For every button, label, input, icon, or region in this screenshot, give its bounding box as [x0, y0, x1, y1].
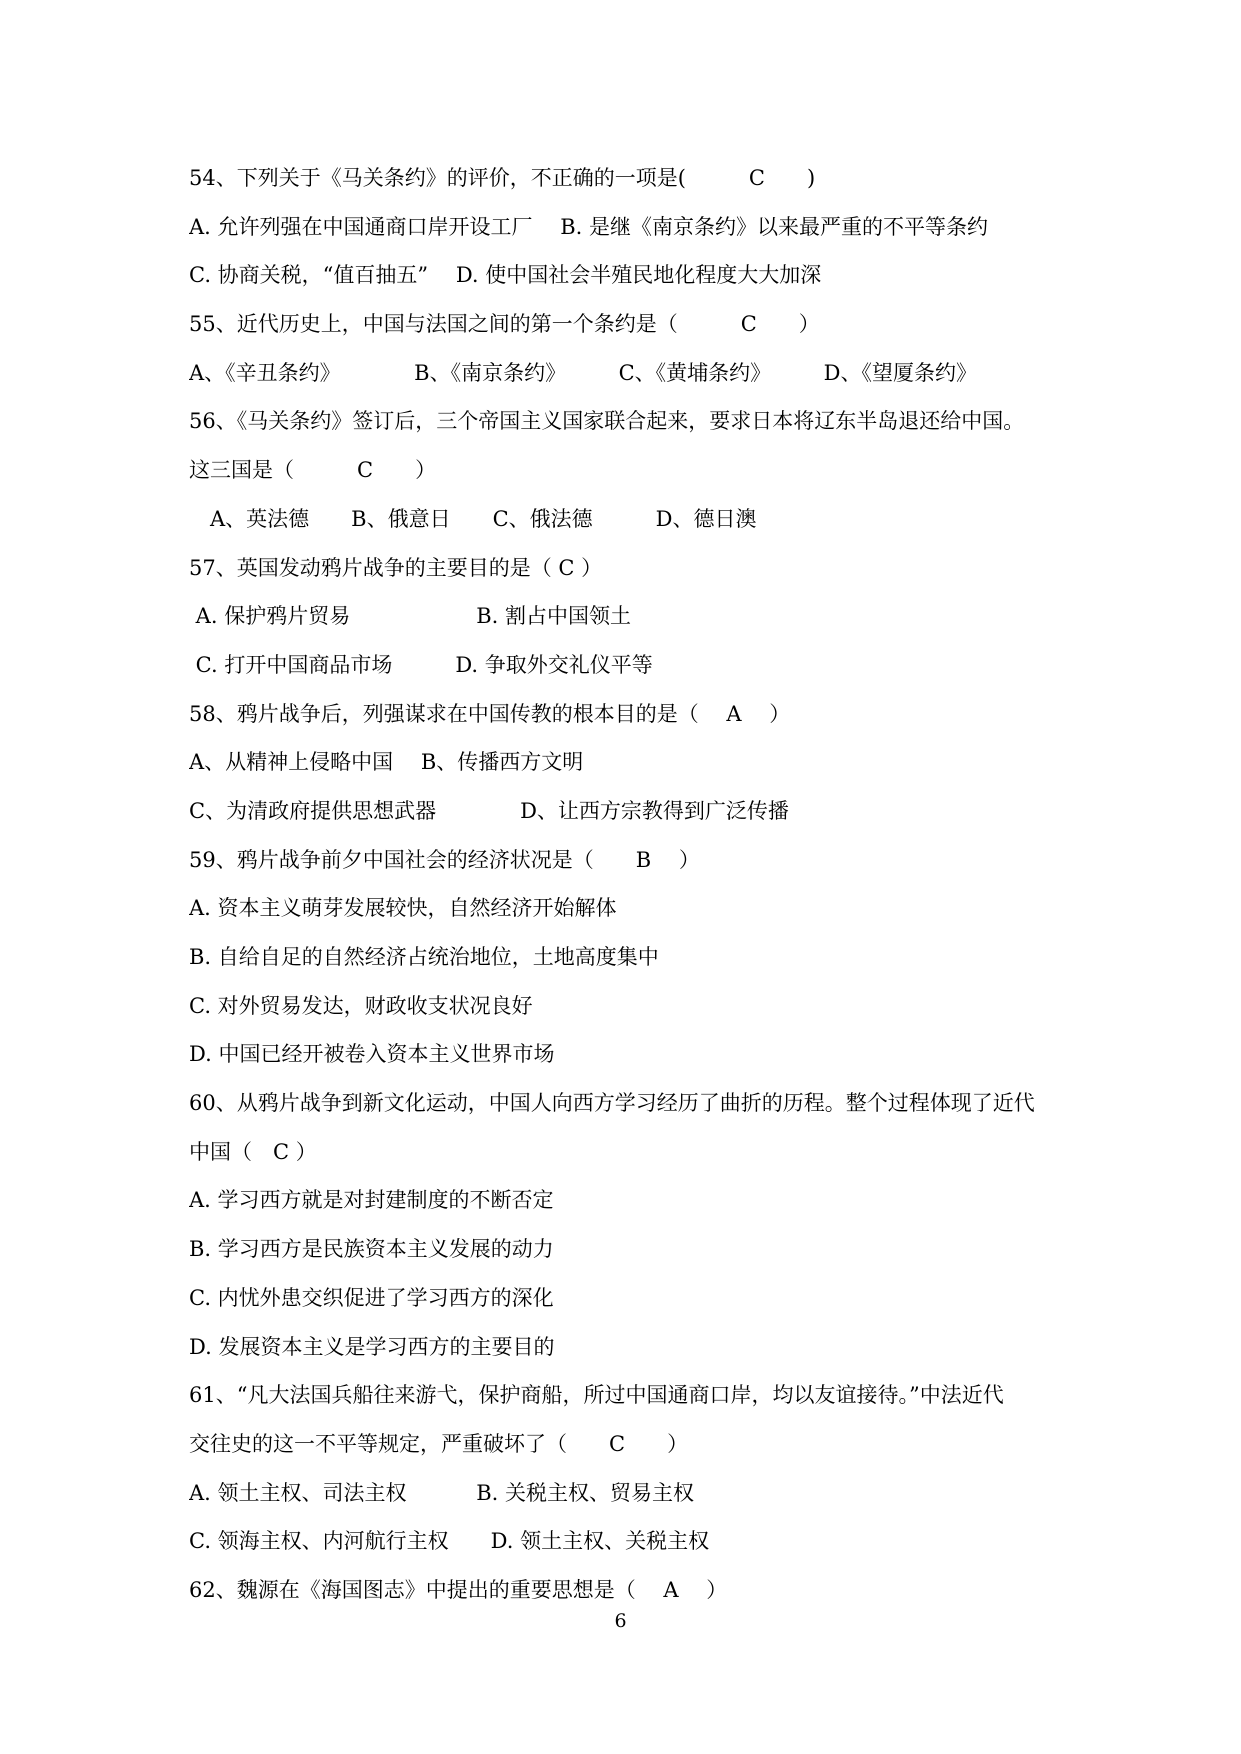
text-line: C、为清政府提供思想武器 D、让西方宗教得到广泛传播 [189, 798, 789, 823]
text-line: A、英法德 B、俄意日 C、俄法德 D、德日澳 [189, 506, 757, 531]
text-line: C. 领海主权、内河航行主权 D. 领土主权、关税主权 [189, 1529, 710, 1554]
text-line: 这三国是（ C ） [189, 458, 437, 483]
text-line: 交往史的这一不平等规定，严重破坏了（ C ） [189, 1431, 689, 1456]
text-line: 61、“凡大法国兵船往来游弋，保护商船，所过中国通商口岸，均以友谊接待。”中法近代 [189, 1383, 1004, 1408]
text-line: A. 保护鸦片贸易 B. 割占中国领土 [189, 604, 631, 629]
text-line: 60、从鸦片战争到新文化运动，中国人向西方学习经历了曲折的历程。整个过程体现了近代 [189, 1091, 1035, 1116]
text-line: A. 领土主权、司法主权 B. 关税主权、贸易主权 [189, 1480, 694, 1505]
text-line: C. 对外贸易发达，财政收支状况良好 [189, 993, 533, 1018]
text-line: 54、下列关于《马关条约》的评价，不正确的一项是( C ) [189, 166, 816, 190]
text-line: 56、《马关条约》签订后，三个帝国主义国家联合起来，要求日本将辽东半岛退还给中国。 [189, 409, 1025, 434]
text-line: C. 内忧外患交织促进了学习西方的深化 [189, 1285, 554, 1310]
text-line: A、《辛丑条约》 B、《南京条约》 C、《黄埔条约》 D、《望厦条约》 [189, 360, 977, 385]
text-line: 58、鸦片战争后，列强谋求在中国传教的根本目的是（ A ） [189, 701, 791, 726]
text-line: 55、近代历史上，中国与法国之间的第一个条约是（ C ） [189, 312, 820, 337]
text-line: C. 协商关税，“值百抽五” D. 使中国社会半殖民地化程度大大加深 [189, 263, 822, 288]
text-line: A. 允许列强在中国通商口岸开设工厂 B. 是继《南京条约》以来最严重的不平等条约 [189, 214, 988, 239]
text-line: 中国（ C ） [189, 1139, 317, 1164]
text-line: A、从精神上侵略中国 B、传播西方文明 [189, 750, 584, 775]
page-number: 6 [614, 1610, 627, 1632]
text-line: B. 自给自足的自然经济占统治地位，土地高度集中 [189, 945, 659, 969]
text-line: B. 学习西方是民族资本主义发展的动力 [189, 1237, 554, 1262]
text-line: D. 发展资本主义是学习西方的主要目的 [189, 1334, 555, 1359]
text-line: 57、英国发动鸦片战争的主要目的是（ C ） [189, 555, 603, 580]
text-line: D. 中国已经开被卷入资本主义世界市场 [189, 1042, 555, 1067]
text-line: A. 学习西方就是对封建制度的不断否定 [189, 1188, 554, 1213]
text-line: A. 资本主义萌芽发展较快，自然经济开始解体 [189, 896, 617, 921]
question-lines [189, 154, 1069, 1615]
text-line: 62、魏源在《海国图志》中提出的重要思想是（ A ） [189, 1577, 728, 1602]
text-line: C. 打开中国商品市场 D. 争取外交礼仪平等 [189, 652, 653, 677]
text-line: 59、鸦片战争前夕中国社会的经济状况是（ B ） [189, 847, 700, 872]
